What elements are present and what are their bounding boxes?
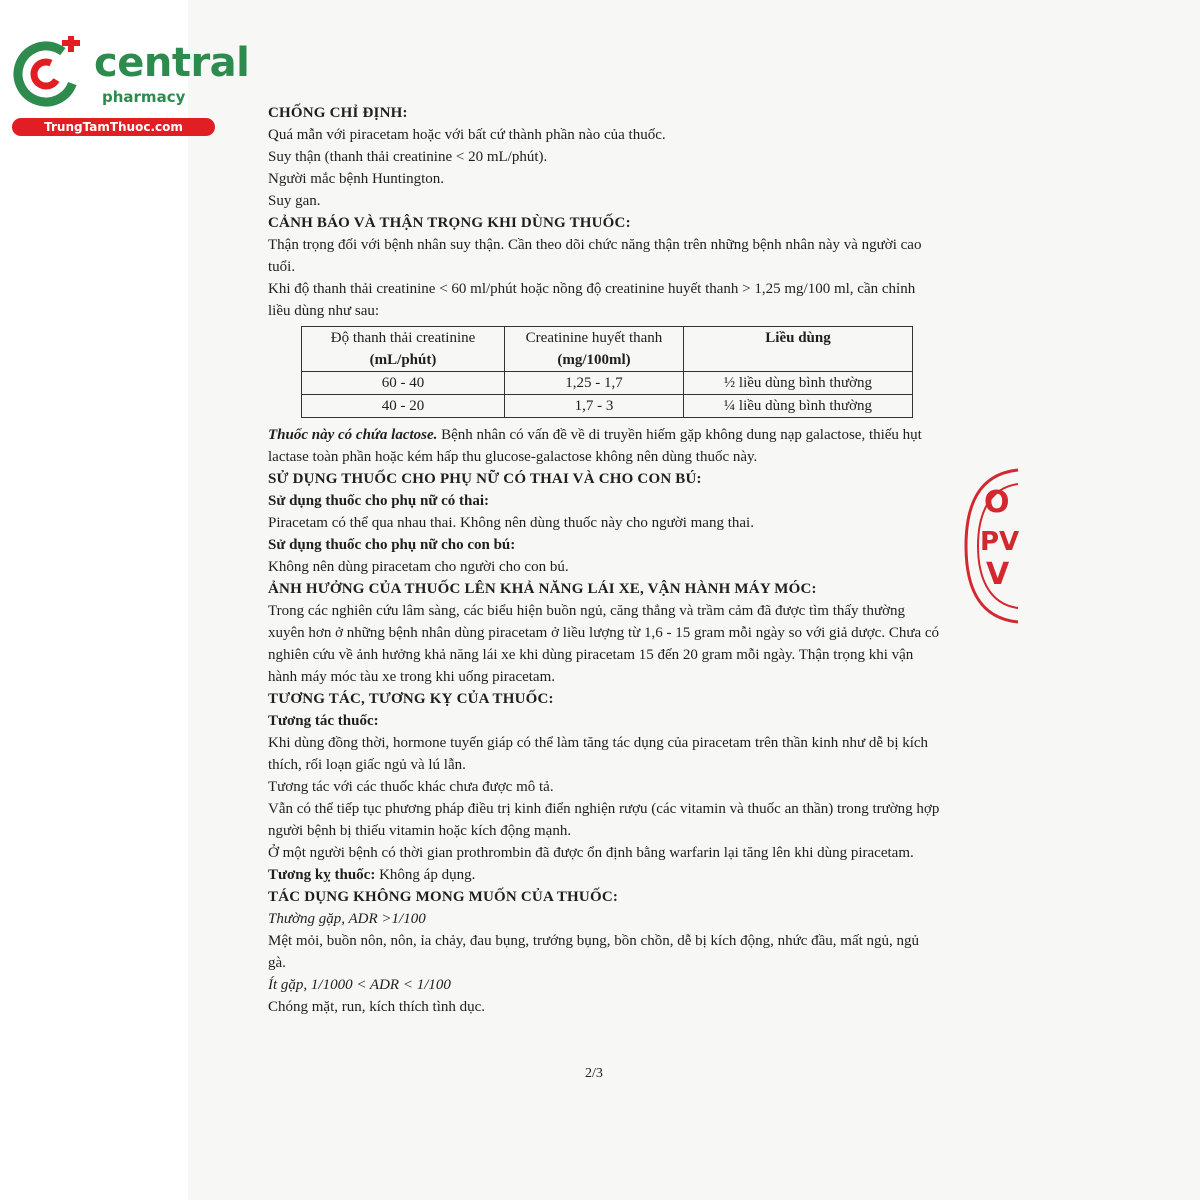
paragraph: Khi độ thanh thải creatinine < 60 ml/phút hoặc nồng độ creatinine huyết thanh > 1,25 mg/100 ml, cần chỉnh liều dùng như sau: [268,281,916,319]
subheading-lactation: Sử dụng thuốc cho phụ nữ cho con bú: [268,537,516,553]
paragraph: Quá mẫn với piracetam hoặc với bất cứ thành phần nào của thuốc. [268,127,666,143]
paragraph-incompatibility [268,864,940,886]
lactose-note-text: Bệnh nhân có vấn đề về di truyền hiếm gặp không dung nạp galactose, thiếu hụt lactase toàn phần hoặc kém hấp thu glucose-galactose không nên dùng thuốc này. [268,427,922,465]
paragraph: Mệt mỏi, buồn nôn, nôn, ỉa chảy, đau bụng, trướng bụng, bồn chồn, dễ bị kích động, nhức đầu, mất ngủ, ngủ gà. [268,933,920,971]
paragraph: Trong các nghiên cứu lâm sàng, các biểu hiện buồn ngủ, căng thẳng và trầm cảm đã được tìm thấy thường xuyên hơn ở những bệnh nhân dùng piracetam ở liều lượng từ 1,6 - 15 gram mỗi ngày so với giả dược. Chưa có nghiên cứu về ảnh hưởng khả năng lái xe khi dùng piracetam 15 đến 20 gram mỗi ngày. Thận trọng khi vận hành máy móc tàu xe trong khi uống piracetam. [268,603,940,685]
lactose-note-label: Thuốc này có chứa lactose. [268,427,438,443]
table-header-cell [505,327,684,372]
paragraph: Người mắc bệnh Huntington. [268,171,445,187]
paragraph: Thận trọng đối với bệnh nhân suy thận. Cần theo dõi chức năng thận trên những bệnh nhân này và người cao tuổi. [268,237,922,275]
svg-text:O: O [984,485,1010,520]
header-label: Độ thanh thải creatinine [330,330,476,346]
dosage-table [301,326,913,418]
paragraph: Suy thận (thanh thải creatinine < 20 mL/phút). [268,149,548,165]
subheading-common: Thường gặp, ADR >1/100 [268,911,426,927]
paragraph: Chóng mặt, run, kích thích tình dục. [268,999,486,1015]
subheading-pregnancy: Sử dụng thuốc cho phụ nữ có thai: [268,493,489,509]
paragraph: Ở một người bệnh có thời gian prothrombin đã được ổn định bằng warfarin lại tăng lên khi dùng piracetam. [268,845,914,861]
table-header-cell: Liều dùng [684,327,913,372]
heading-warnings: CẢNH BÁO VÀ THẬN TRỌNG KHI DÙNG THUỐC: [268,215,631,231]
pharmacy-cross-icon [10,36,84,110]
leaflet-content [268,102,940,1018]
paragraph: Không nên dùng piracetam cho người cho con bú. [268,559,569,575]
svg-text:PV: PV [980,527,1020,557]
brand-name: central [94,40,250,86]
table-cell: 1,7 - 3 [505,395,684,418]
table-header-cell [302,327,505,372]
paragraph: Khi dùng đồng thời, hormone tuyến giáp có thể làm tăng tác dụng của piracetam trên thần kinh như dễ bị kích thích, rối loạn giấc ngủ và lú lẫn. [268,735,929,773]
svg-text:V: V [986,557,1010,592]
paragraph: Suy gan. [268,193,321,209]
pharmacy-logo[interactable] [10,36,250,136]
incompatibility-label: Tương kỵ thuốc: [268,867,376,883]
table-cell: ¼ liều dùng bình thường [684,395,913,418]
paragraph: Vẫn có thể tiếp tục phương pháp điều trị kinh điển nghiện rượu (các vitamin và thuốc an thần) trong trường hợp người bệnh bị thiếu vitamin hoặc kích động mạnh. [268,801,940,839]
heading-pregnancy: SỬ DỤNG THUỐC CHO PHỤ NỮ CÓ THAI VÀ CHO CON BÚ: [268,471,702,487]
header-label: Creatinine huyết thanh [525,330,663,346]
heading-adverse-effects: TÁC DỤNG KHÔNG MONG MUỐN CỦA THUỐC: [268,889,619,905]
table-cell: ½ liều dùng bình thường [684,372,913,395]
table-header-row [302,327,913,372]
table-row [302,395,913,418]
paragraph: Tương tác với các thuốc khác chưa được mô tả. [268,779,554,795]
paragraph: Piracetam có thể qua nhau thai. Không nên dùng thuốc này cho người mang thai. [268,515,754,531]
table-cell: 1,25 - 1,7 [505,372,684,395]
header-unit: (mg/100ml) [557,352,631,368]
page-number: 2/3 [585,1066,603,1081]
subheading-uncommon: Ít gặp, 1/1000 < ADR < 1/100 [268,977,451,993]
incompatibility-text: Không áp dụng. [375,867,476,883]
subheading-drug-interactions: Tương tác thuốc: [268,713,379,729]
header-unit: (mL/phút) [369,352,437,368]
heading-interactions: TƯƠNG TÁC, TƯƠNG KỴ CỦA THUỐC: [268,691,554,707]
heading-contraindications: CHỐNG CHỈ ĐỊNH: [268,105,408,121]
table-cell: 60 - 40 [302,372,505,395]
brand-subtitle: pharmacy [102,88,186,106]
brand-url[interactable]: TrungTamThuoc.com [12,118,215,136]
table-row [302,372,913,395]
company-stamp-icon [958,466,1020,626]
paragraph-lactose [268,424,940,468]
heading-driving: ẢNH HƯỞNG CỦA THUỐC LÊN KHẢ NĂNG LÁI XE, VẬN HÀNH MÁY MÓC: [268,581,817,597]
table-cell: 40 - 20 [302,395,505,418]
